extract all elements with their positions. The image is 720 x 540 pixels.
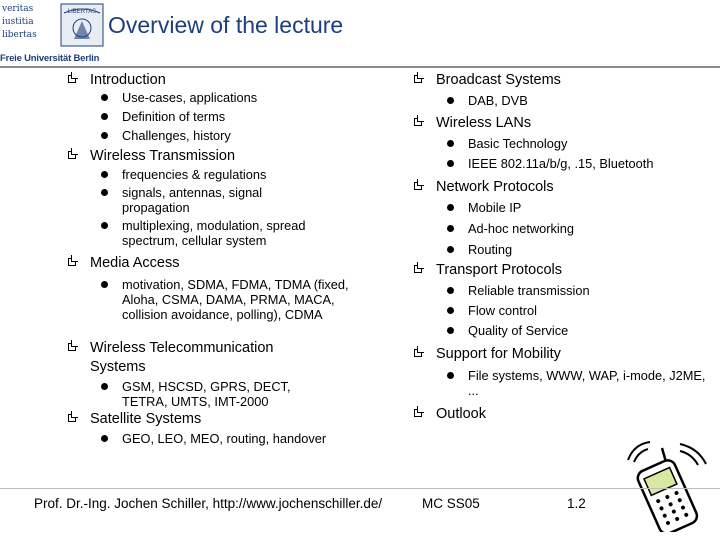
list-item: Use-cases, applications (66, 90, 396, 105)
section-title: Broadcast Systems (412, 71, 712, 90)
list-item: Quality of Service (412, 323, 712, 338)
section-wireless-lans (412, 114, 712, 171)
footer-divider (0, 488, 720, 489)
list-item: GEO, LEO, MEO, routing, handover (66, 431, 396, 446)
page-title: Overview of the lecture (108, 12, 344, 38)
list-item: motivation, SDMA, FDMA, TDMA (fixed, Aloha, CSMA, DAMA, PRMA, MACA, collision avoidance, polling), CDMA (66, 277, 357, 322)
section-outlook (412, 405, 712, 424)
list-item: Challenges, history (66, 128, 396, 143)
section-title: Outlook (412, 405, 712, 424)
section-title: Transport Protocols (412, 261, 712, 280)
section-title: Wireless LANs (412, 114, 712, 133)
list-item: Flow control (412, 303, 712, 318)
footer-course: MC SS05 (422, 496, 480, 511)
footer-author: Prof. Dr.-Ing. Jochen Schiller, http://www.jochenschiller.de/ (34, 496, 383, 511)
section-title: Wireless Transmission (66, 147, 376, 166)
section-introduction (66, 71, 396, 143)
university-seal-icon (60, 3, 104, 47)
title-divider (0, 66, 720, 68)
list-item: Routing (412, 242, 712, 257)
mobile-phone-icon (620, 440, 716, 532)
list-item: DAB, DVB (412, 93, 712, 108)
section-media-access (66, 254, 396, 322)
list-item: signals, antennas, signal propagation (66, 185, 292, 215)
section-title: Wireless Telecommunication Systems (66, 339, 290, 377)
section-support-for-mobility (412, 345, 712, 398)
list-item: File systems, WWW, WAP, i-mode, J2ME, ... (412, 368, 708, 398)
list-item: IEEE 802.11a/b/g, .15, Bluetooth (412, 156, 712, 171)
list-item: Mobile IP (412, 200, 712, 215)
list-item: multiplexing, modulation, spread spectrum, cellular system (66, 218, 332, 248)
section-title: Media Access (66, 254, 396, 273)
section-transport-protocols (412, 261, 712, 338)
section-satellite-systems (66, 410, 396, 446)
section-title: Support for Mobility (412, 345, 712, 364)
logo-motto-2: iustitia (2, 17, 34, 27)
logo-motto-1: veritas (2, 4, 34, 14)
list-item: Reliable transmission (412, 283, 712, 298)
list-item: GSM, HSCSD, GPRS, DECT, TETRA, UMTS, IMT-2000 (66, 379, 307, 409)
svg-text:LIBERTAS: LIBERTAS (67, 9, 97, 15)
section-title: Satellite Systems (66, 410, 396, 429)
list-item: Basic Technology (412, 136, 712, 151)
list-item: frequencies & regulations (66, 167, 336, 182)
section-wireless-transmission (66, 147, 376, 248)
list-item: Definition of terms (66, 109, 396, 124)
section-broadcast-systems (412, 71, 712, 108)
section-network-protocols (412, 178, 712, 257)
list-item: Ad-hoc networking (412, 221, 712, 236)
section-wireless-telecommunication (66, 339, 396, 409)
logo-motto-3: libertas (2, 30, 37, 40)
footer-page-number: 1.2 (567, 496, 586, 511)
section-title: Network Protocols (412, 178, 712, 197)
logo-university-name: Freie Universität Berlin (0, 53, 100, 64)
university-logo (0, 0, 100, 66)
section-title: Introduction (66, 71, 396, 90)
